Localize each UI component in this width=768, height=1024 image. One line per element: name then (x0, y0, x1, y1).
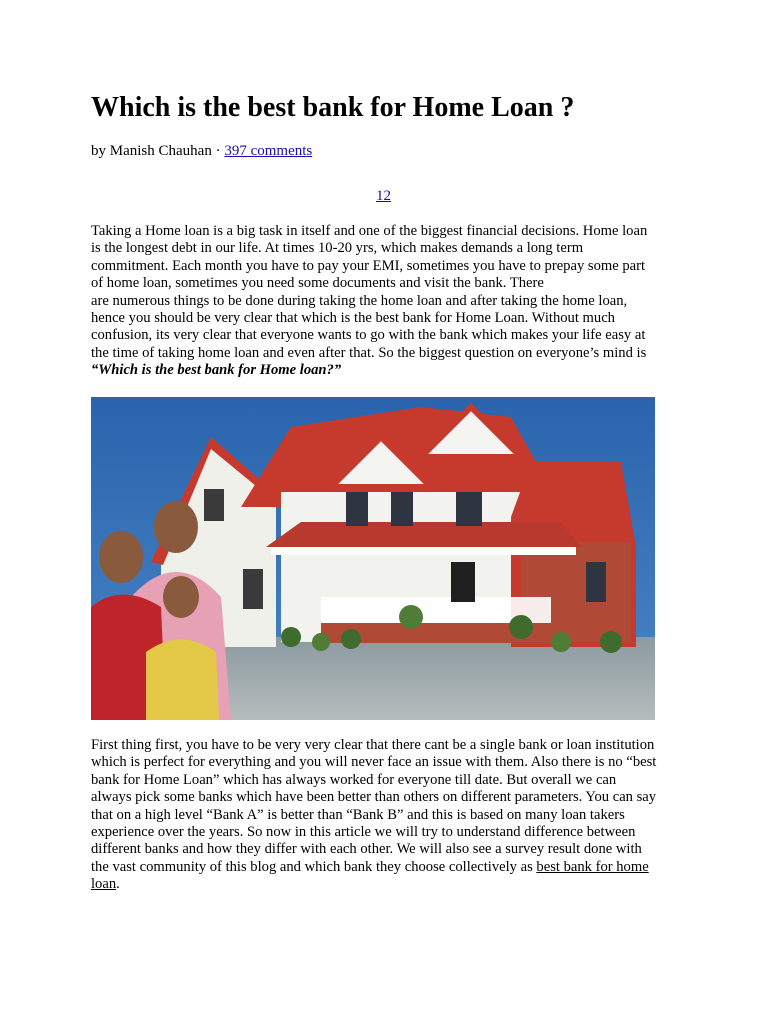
paragraph-line: hence you should be very clear that which is the best bank for Home Loan. Without much (91, 310, 615, 327)
comments-link[interactable]: 397 comments (224, 143, 313, 159)
intro-paragraph (91, 223, 671, 380)
paragraph-line: different banks and how they differ with each other. We will also see a survey result done with (91, 841, 642, 858)
key-question: “Which is the best bank for Home loan?” (91, 362, 342, 379)
paragraph-line-with-link (91, 859, 671, 876)
best-bank-link-continued[interactable]: loan (91, 876, 117, 893)
page-number-link[interactable]: 12 (376, 188, 391, 204)
article-title: Which is the best bank for Home Loan ? (91, 92, 575, 123)
best-bank-link[interactable]: best bank for home (536, 858, 649, 875)
paragraph-line: experience over the years. So now in this article we will try to understand difference between (91, 824, 636, 841)
paragraph-line: of home loan, sometimes you need some documents and visit the bank. There (91, 275, 544, 292)
house-family-image (91, 397, 655, 720)
paragraph-text: the vast community of this blog and which bank they choose collectively as (91, 858, 537, 875)
paragraph-line: the time of taking home loan and even after that. So the biggest question on everyone’s mind is (91, 344, 647, 361)
paragraph-line-with-link (91, 876, 671, 893)
body-paragraph (91, 737, 671, 894)
paragraph-line: commitment. Each month you have to pay your EMI, sometimes you have to prepay some part (91, 257, 646, 274)
paragraph-line: First thing first, you have to be very very clear that there cant be a single bank or loan institution (91, 737, 655, 753)
paragraph-line: that on a high level “Bank A” is better than “Bank B” and this is based on many loan takers (91, 806, 625, 823)
paragraph-text: . (116, 876, 120, 893)
byline (91, 142, 312, 160)
paragraph-line: is the longest debt in our life. At times 10-20 yrs, which makes demands a long term (91, 240, 584, 257)
paragraph-line: Taking a Home loan is a big task in itself and one of the biggest financial decisions. Home loan (91, 223, 648, 239)
byline-author: by Manish Chauhan · (91, 143, 225, 159)
paragraph-line: always pick some banks which have been better than others on different parameters. You can say (91, 789, 657, 806)
paragraph-line: confusion, its very clear that everyone wants to go with the bank which makes your life easy at (91, 327, 646, 344)
paragraph-line: bank for Home Loan” which has always worked for everyone till date. But overall we can (91, 771, 617, 788)
paragraph-line: are numerous things to be done during taking the home loan and after taking the home loan, (91, 292, 628, 309)
paragraph-line: which is perfect for everything and you will never face an issue with them. Also there is no “best (91, 754, 657, 771)
